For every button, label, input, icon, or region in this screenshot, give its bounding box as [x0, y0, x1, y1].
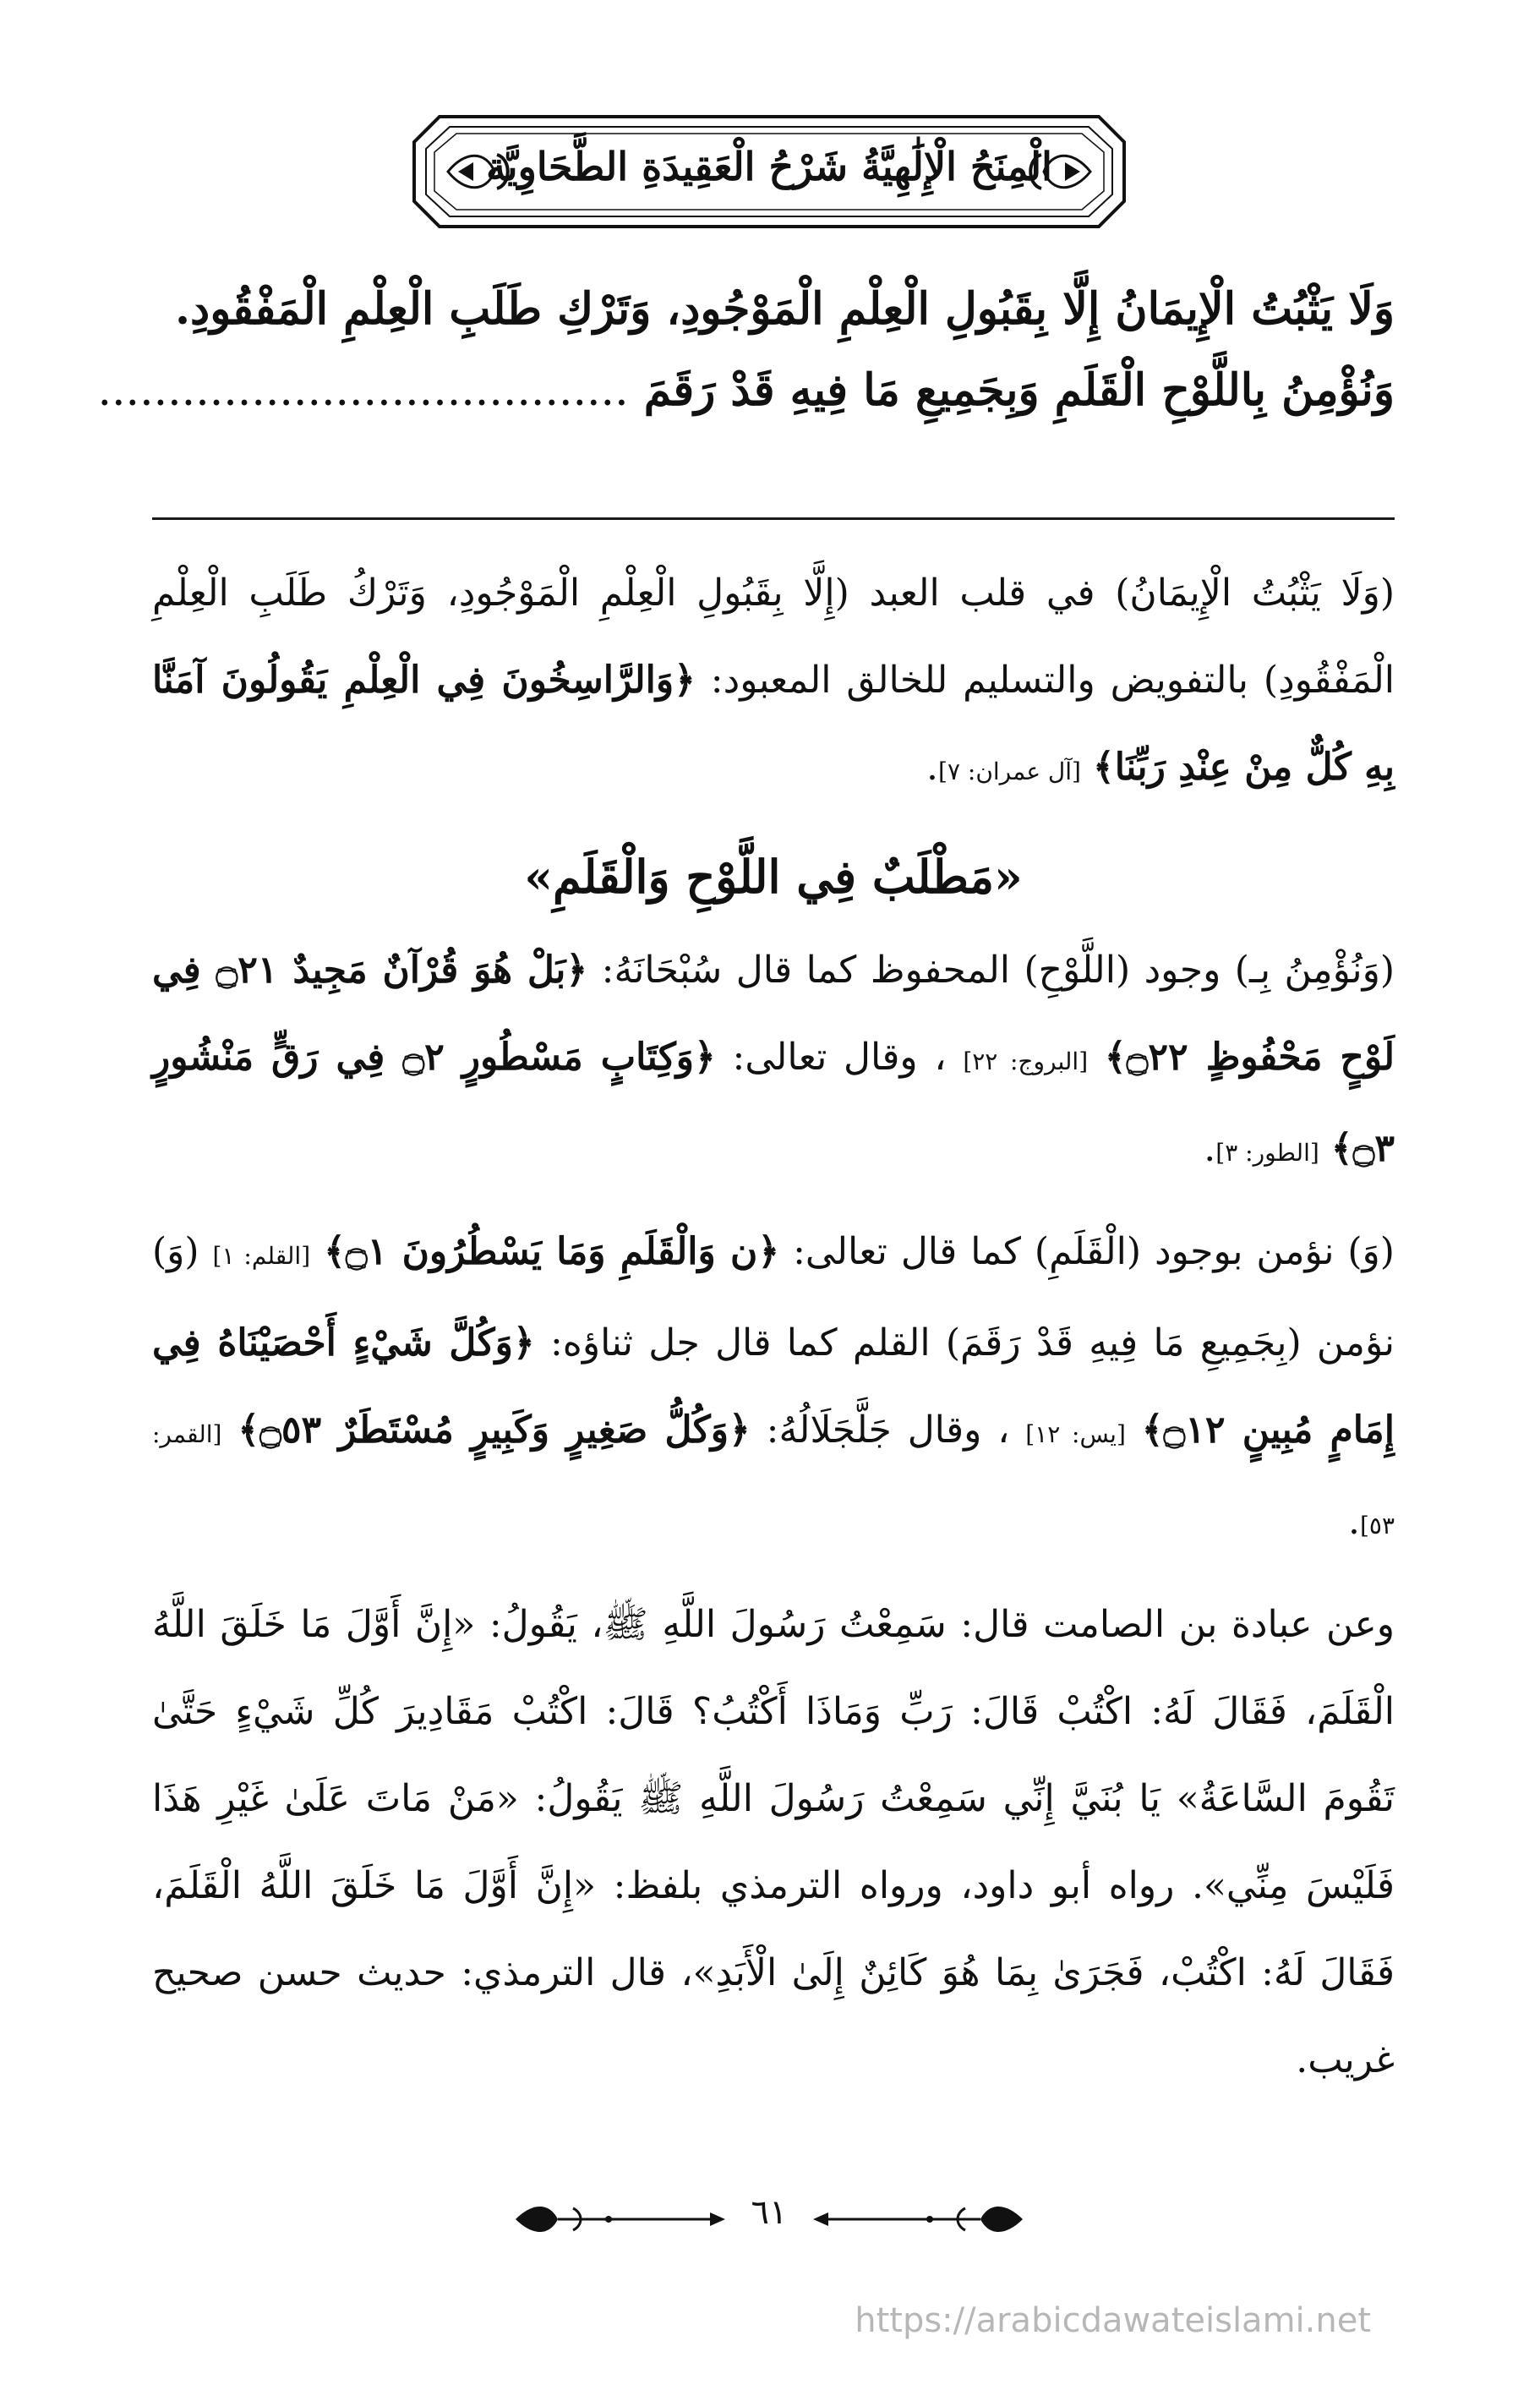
paragraph-3-text-a: (وَ) نؤمن بوجود (الْقَلَمِ) كما قال تعالى: — [793, 1230, 1395, 1273]
paragraph-2-text-a: (وَنُؤْمِنُ بِـ) وجود (اللَّوْحِ) المحفوظ كما قال سُبْحَانَهُ: — [601, 949, 1395, 992]
matn-line-2-dots: ...................................... — [97, 365, 629, 416]
quran-verse: ﴿وَالرَّاسِخُونَ فِي الْعِلْمِ يَقُولُونَ آمَنَّا بِهِ كُلٌّ مِنْ عِنْدِ رَبِّنَا﴾ — [152, 659, 1395, 789]
verse-reference: [آل عمران: ٧] — [938, 757, 1081, 785]
paragraph-3-text-b: (وَ) نؤمن (بِجَمِيعِ مَا فِيهِ قَدْ رَقَمَ) القلم كما قال جل ثناؤه: — [152, 1230, 1395, 1365]
quran-verse: ﴿ن وَالْقَلَمِ وَمَا يَسْطُرُونَ ۝١﴾ — [324, 1230, 780, 1273]
header-frame — [406, 108, 1133, 235]
quran-verse: ﴿وَكِتَابٍ مَسْطُورٍ ۝٢ فِي رَقٍّ مَنْشُورٍ ۝٣﴾ — [152, 1036, 1395, 1170]
quran-verse: ﴿بَلْ هُوَ قُرْآنٌ مَجِيدٌ ۝٢١ فِي لَوْحٍ مَحْفُوظٍ ۝٢٢﴾ — [152, 949, 1395, 1079]
verse-reference: [يس: ١٢] — [1025, 1420, 1126, 1448]
page-number: ٦١ — [751, 2193, 788, 2232]
verse-reference: [البروج: ٢٢] — [963, 1047, 1089, 1075]
matn-text — [97, 269, 1395, 431]
section-divider — [152, 517, 1395, 520]
paragraph-2: (وَنُؤْمِنُ بِـ) وجود (اللَّوْحِ) المحفوظ كما قال سُبْحَانَهُ: ﴿بَلْ هُوَ قُرْآنٌ مَجِيدٌ ۝٢١ فِي لَوْحٍ مَحْفُوظٍ ۝٢٢﴾ [البروج: ٢٢] ، وقال تعالى: ﴿وَكِتَابٍ مَسْطُورٍ ۝٢ فِي رَقٍّ مَنْشُورٍ ۝٣﴾ [الطور: ٣]. — [152, 949, 1395, 1170]
matn-line-2-text: وَنُؤْمِنُ بِاللَّوْحِ الْقَلَمِ وَبِجَمِيعِ مَا فِيهِ قَدْ رَقَمَ — [643, 364, 1395, 416]
verse-reference: [القلم: ١] — [212, 1242, 311, 1270]
running-header-title: الْمِنَحُ الْإِلَٰهِيَّةُ شَرْحُ الْعَقِيدَةِ الطَّحَاوِيَّة — [486, 144, 1052, 189]
paragraph-1: (وَلَا يَثْبُتُ الْإِيمَانُ) في قلب العبد (إِلَّا بِقَبُولِ الْعِلْمِ الْمَوْجُودِ، وَتَرْكُ طَلَبِ الْعِلْمِ الْمَفْقُودِ) بالتفويض والتسليم للخالق المعبود: ﴿وَالرَّاسِخُونَ فِي الْعِلْمِ يَقُولُونَ آمَنَّا بِهِ كُلٌّ مِنْ عِنْدِ رَبِّنَا﴾ [آل عمران: ٧]. — [152, 572, 1395, 789]
matn-line-2 — [97, 350, 1395, 431]
paragraph-3: (وَ) نؤمن بوجود (الْقَلَمِ) كما قال تعالى: ﴿ن وَالْقَلَمِ وَمَا يَسْطُرُونَ ۝١﴾ [القلم: ١] (وَ) نؤمن (بِجَمِيعِ مَا فِيهِ قَدْ رَقَمَ) القلم كما قال جل ثناؤه: ﴿وَكُلَّ شَيْءٍ أَحْصَيْنَاهُ فِي إِمَامٍ مُبِينٍ ۝١٢﴾ [يس: ١٢] ، وقال جَلَّجَلَالُهُ: ﴿وَكُلُّ صَغِيرٍ وَكَبِيرٍ مُسْتَطَرٌ ۝٥٣﴾ [القمر: ٥٣]. — [152, 1230, 1395, 1543]
verse-reference: [القمر: ٥٣] — [152, 1420, 1395, 1540]
matn-line-1: وَلَا يَثْبُتُ الْإِيمَانُ إِلَّا بِقَبُولِ الْعِلْمِ الْمَوْجُودِ، وَتَرْكِ طَلَبِ الْعِلْمِ الْمَفْقُودِ. — [174, 283, 1395, 335]
section-heading: «مَطْلَبٌ فِي اللَّوْحِ وَالْقَلَمِ» — [524, 850, 1023, 904]
paragraph-3-text-c: ، وقال جَلَّجَلَالُهُ: — [766, 1408, 1010, 1452]
commentary-body — [152, 550, 1395, 2103]
watermark-url: https://arabicdawateislami.net — [855, 2301, 1371, 2340]
quran-verse: ﴿وَكُلَّ شَيْءٍ أَحْصَيْنَاهُ فِي إِمَامٍ مُبِينٍ ۝١٢﴾ — [152, 1321, 1395, 1452]
paragraph-2-text-b: ، وقال تعالى: — [732, 1036, 947, 1079]
hadith-text: وعن عبادة بن الصامت قال: سَمِعْتُ رَسُولَ اللَّهِ ﷺ، يَقُولُ: «إِنَّ أَوَّلَ مَا خَلَقَ اللَّهُ الْقَلَمَ، فَقَالَ لَهُ: اكْتُبْ قَالَ: رَبِّ وَمَاذَا أَكْتُبُ؟ قَالَ: اكْتُبْ مَقَادِيرَ كُلِّ شَيْءٍ حَتَّىٰ تَقُومَ السَّاعَةُ» يَا بُنَيَّ إِنِّي سَمِعْتُ رَسُولَ اللَّهِ ﷺ يَقُولُ: «مَنْ مَاتَ عَلَىٰ غَيْرِ هَذَا فَلَيْسَ مِنِّي». رواه أبو داود، ورواه الترمذي بلفظ: «إِنَّ أَوَّلَ مَا خَلَقَ اللَّهُ الْقَلَمَ، فَقَالَ لَهُ: اكْتُبْ، فَجَرَىٰ بِمَا هُوَ كَائِنٌ إِلَىٰ الْأَبَدِ»، قال الترمذي: حديث حسن صحيح غريب. — [152, 1603, 1395, 2081]
paragraph-4 — [152, 1581, 1395, 2103]
verse-reference: [الطور: ٣] — [1215, 1139, 1319, 1167]
paragraph-1-text: (وَلَا يَثْبُتُ الْإِيمَانُ) في قلب العبد (إِلَّا بِقَبُولِ الْعِلْمِ الْمَوْجُودِ، وَتَرْكُ طَلَبِ الْعِلْمِ الْمَفْقُودِ) بالتفويض والتسليم للخالق المعبود: — [152, 572, 1395, 702]
quran-verse: ﴿وَكُلُّ صَغِيرٍ وَكَبِيرٍ مُسْتَطَرٌ ۝٥٣﴾ — [238, 1408, 751, 1452]
